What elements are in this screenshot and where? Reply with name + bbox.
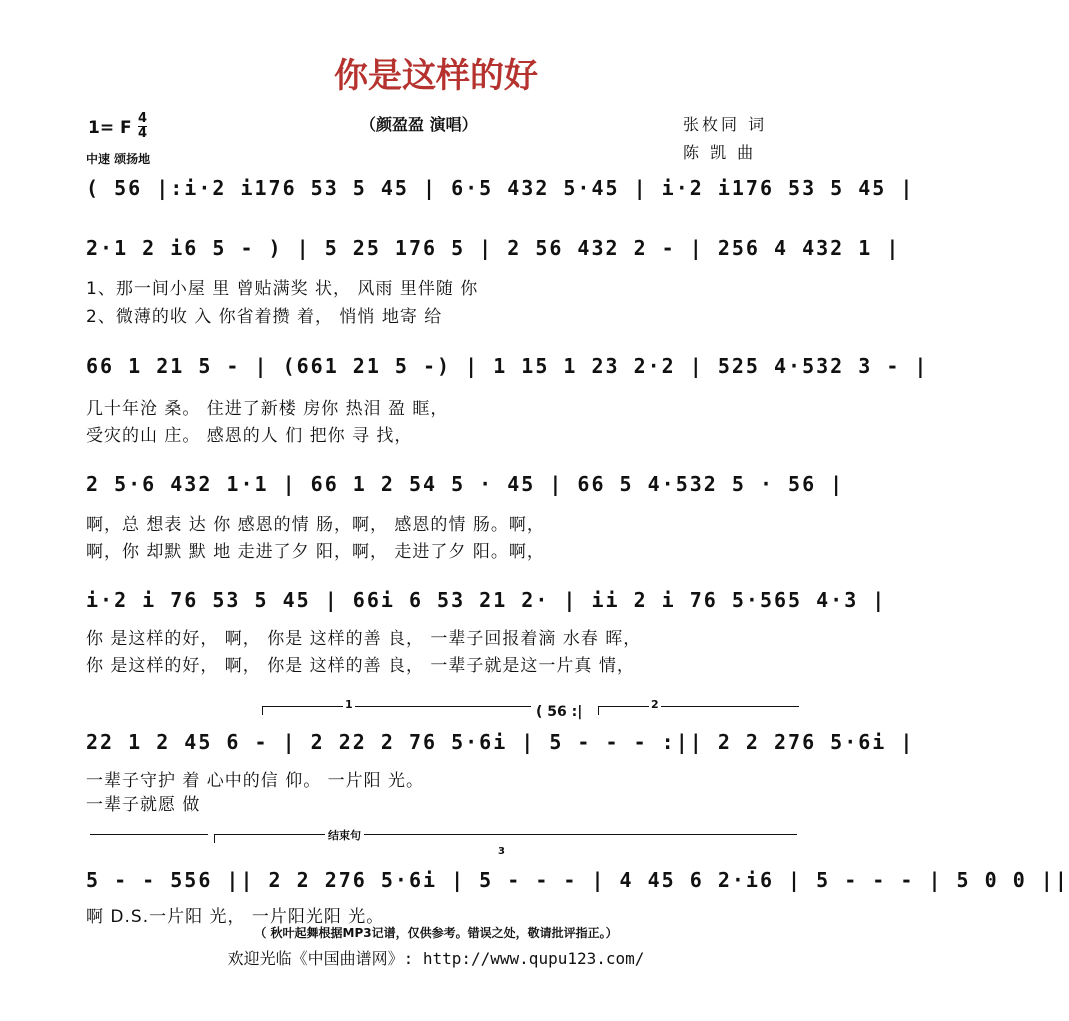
key-signature: 1= F	[88, 118, 132, 138]
lyricist-credit: 张枚同 词	[683, 115, 768, 134]
time-signature-bottom: 4	[138, 126, 148, 141]
lyric-row-2-verse-1: 1、那一间小屋 里 曾贴满奖 状， 风雨 里伴随 你	[86, 279, 479, 299]
lyric-row-5-verse-1: 你 是这样的好， 啊， 你是 这样的善 良， 一辈子回报着滴 水春 晖，	[86, 629, 642, 649]
lyric-row-4-verse-1: 啊，总 想表 达 你 感恩的情 肠，啊， 感恩的情 肠。啊，	[86, 515, 545, 535]
ending-bracket	[214, 829, 797, 843]
notation-row-6: 22 1 2 45 6 - | 2 22 2 76 5·6i | 5 - - - :|| 2 2 276 5·6i |	[86, 730, 915, 754]
tempo-marking: 中速 颂扬地	[86, 152, 151, 166]
singer-credit: （颜盈盈 演唱）	[360, 115, 478, 134]
lyric-row-6-verse-2: 一辈子就愿 做	[86, 795, 201, 815]
volta-2-bracket	[598, 698, 799, 715]
line-extension	[90, 834, 208, 835]
repeat-pickup-label: ( 56 :|	[536, 704, 583, 720]
volta-1-label: 1	[345, 698, 353, 711]
notation-row-7: 5 - - 556 || 2 2 276 5·6i | 5 - - - | 4 45 6 2·i6 | 5 - - - | 5 0 0 ||	[86, 868, 1069, 892]
footnote: （ 秋叶起舞根据MP3记谱，仅供参考。错误之处，敬请批评指正。）	[254, 926, 618, 940]
lyric-row-4-verse-2: 啊，你 却默 默 地 走进了夕 阳，啊， 走进了夕 阳。啊，	[86, 542, 545, 562]
notation-row-1: ( 56 |:i·2 i176 53 5 45 | 6·5 432 5·45 | i·2 i176 53 5 45 |	[86, 176, 915, 200]
volta-1-bracket	[262, 698, 531, 715]
volta-2-label: 2	[651, 698, 659, 711]
notation-row-2: 2·1 2 i6 5 - ) | 5 25 176 5 | 2 56 432 2 - | 256 4 432 1 |	[86, 236, 901, 260]
time-signature-top: 4	[138, 111, 148, 126]
song-title: 你是这样的好	[334, 56, 538, 96]
notation-row-4: 2 5·6 432 1·1 | 66 1 2 54 5 · 45 | 66 5 4·532 5 · 56 |	[86, 472, 845, 496]
lyric-row-5-verse-2: 你 是这样的好， 啊， 你是 这样的善 良， 一辈子就是这一片真 情，	[86, 656, 635, 676]
triplet-label: 3	[498, 846, 505, 857]
composer-credit: 陈 凯 曲	[683, 143, 757, 162]
lyric-row-6-verse-1: 一辈子守护 着 心中的信 仰。 一片阳 光。	[86, 771, 425, 791]
time-signature	[138, 112, 147, 141]
notation-row-3: 66 1 21 5 - | (661 21 5 -) | 1 15 1 23 2·2 | 525 4·532 3 - |	[86, 354, 929, 378]
notation-row-5: i·2 i 76 53 5 45 | 66i 6 53 21 2· | ii 2 i 76 5·565 4·3 |	[86, 588, 887, 612]
lyric-row-3-verse-1: 几十年沧 桑。 住进了新楼 房你 热泪 盈 眶，	[86, 399, 449, 419]
ending-label: 结束句	[325, 827, 364, 843]
lyric-row-7: 啊 D.S.一片阳 光， 一片阳光阳 光。	[86, 907, 385, 927]
lyric-row-3-verse-2: 受灾的山 庄。 感恩的人 们 把你 寻 找，	[86, 426, 413, 446]
lyric-row-2-verse-2: 2、微薄的收 入 你省着攒 着， 悄悄 地寄 给	[86, 307, 443, 327]
welcome-link: 欢迎光临《中国曲谱网》: http://www.qupu123.com/	[227, 949, 645, 968]
